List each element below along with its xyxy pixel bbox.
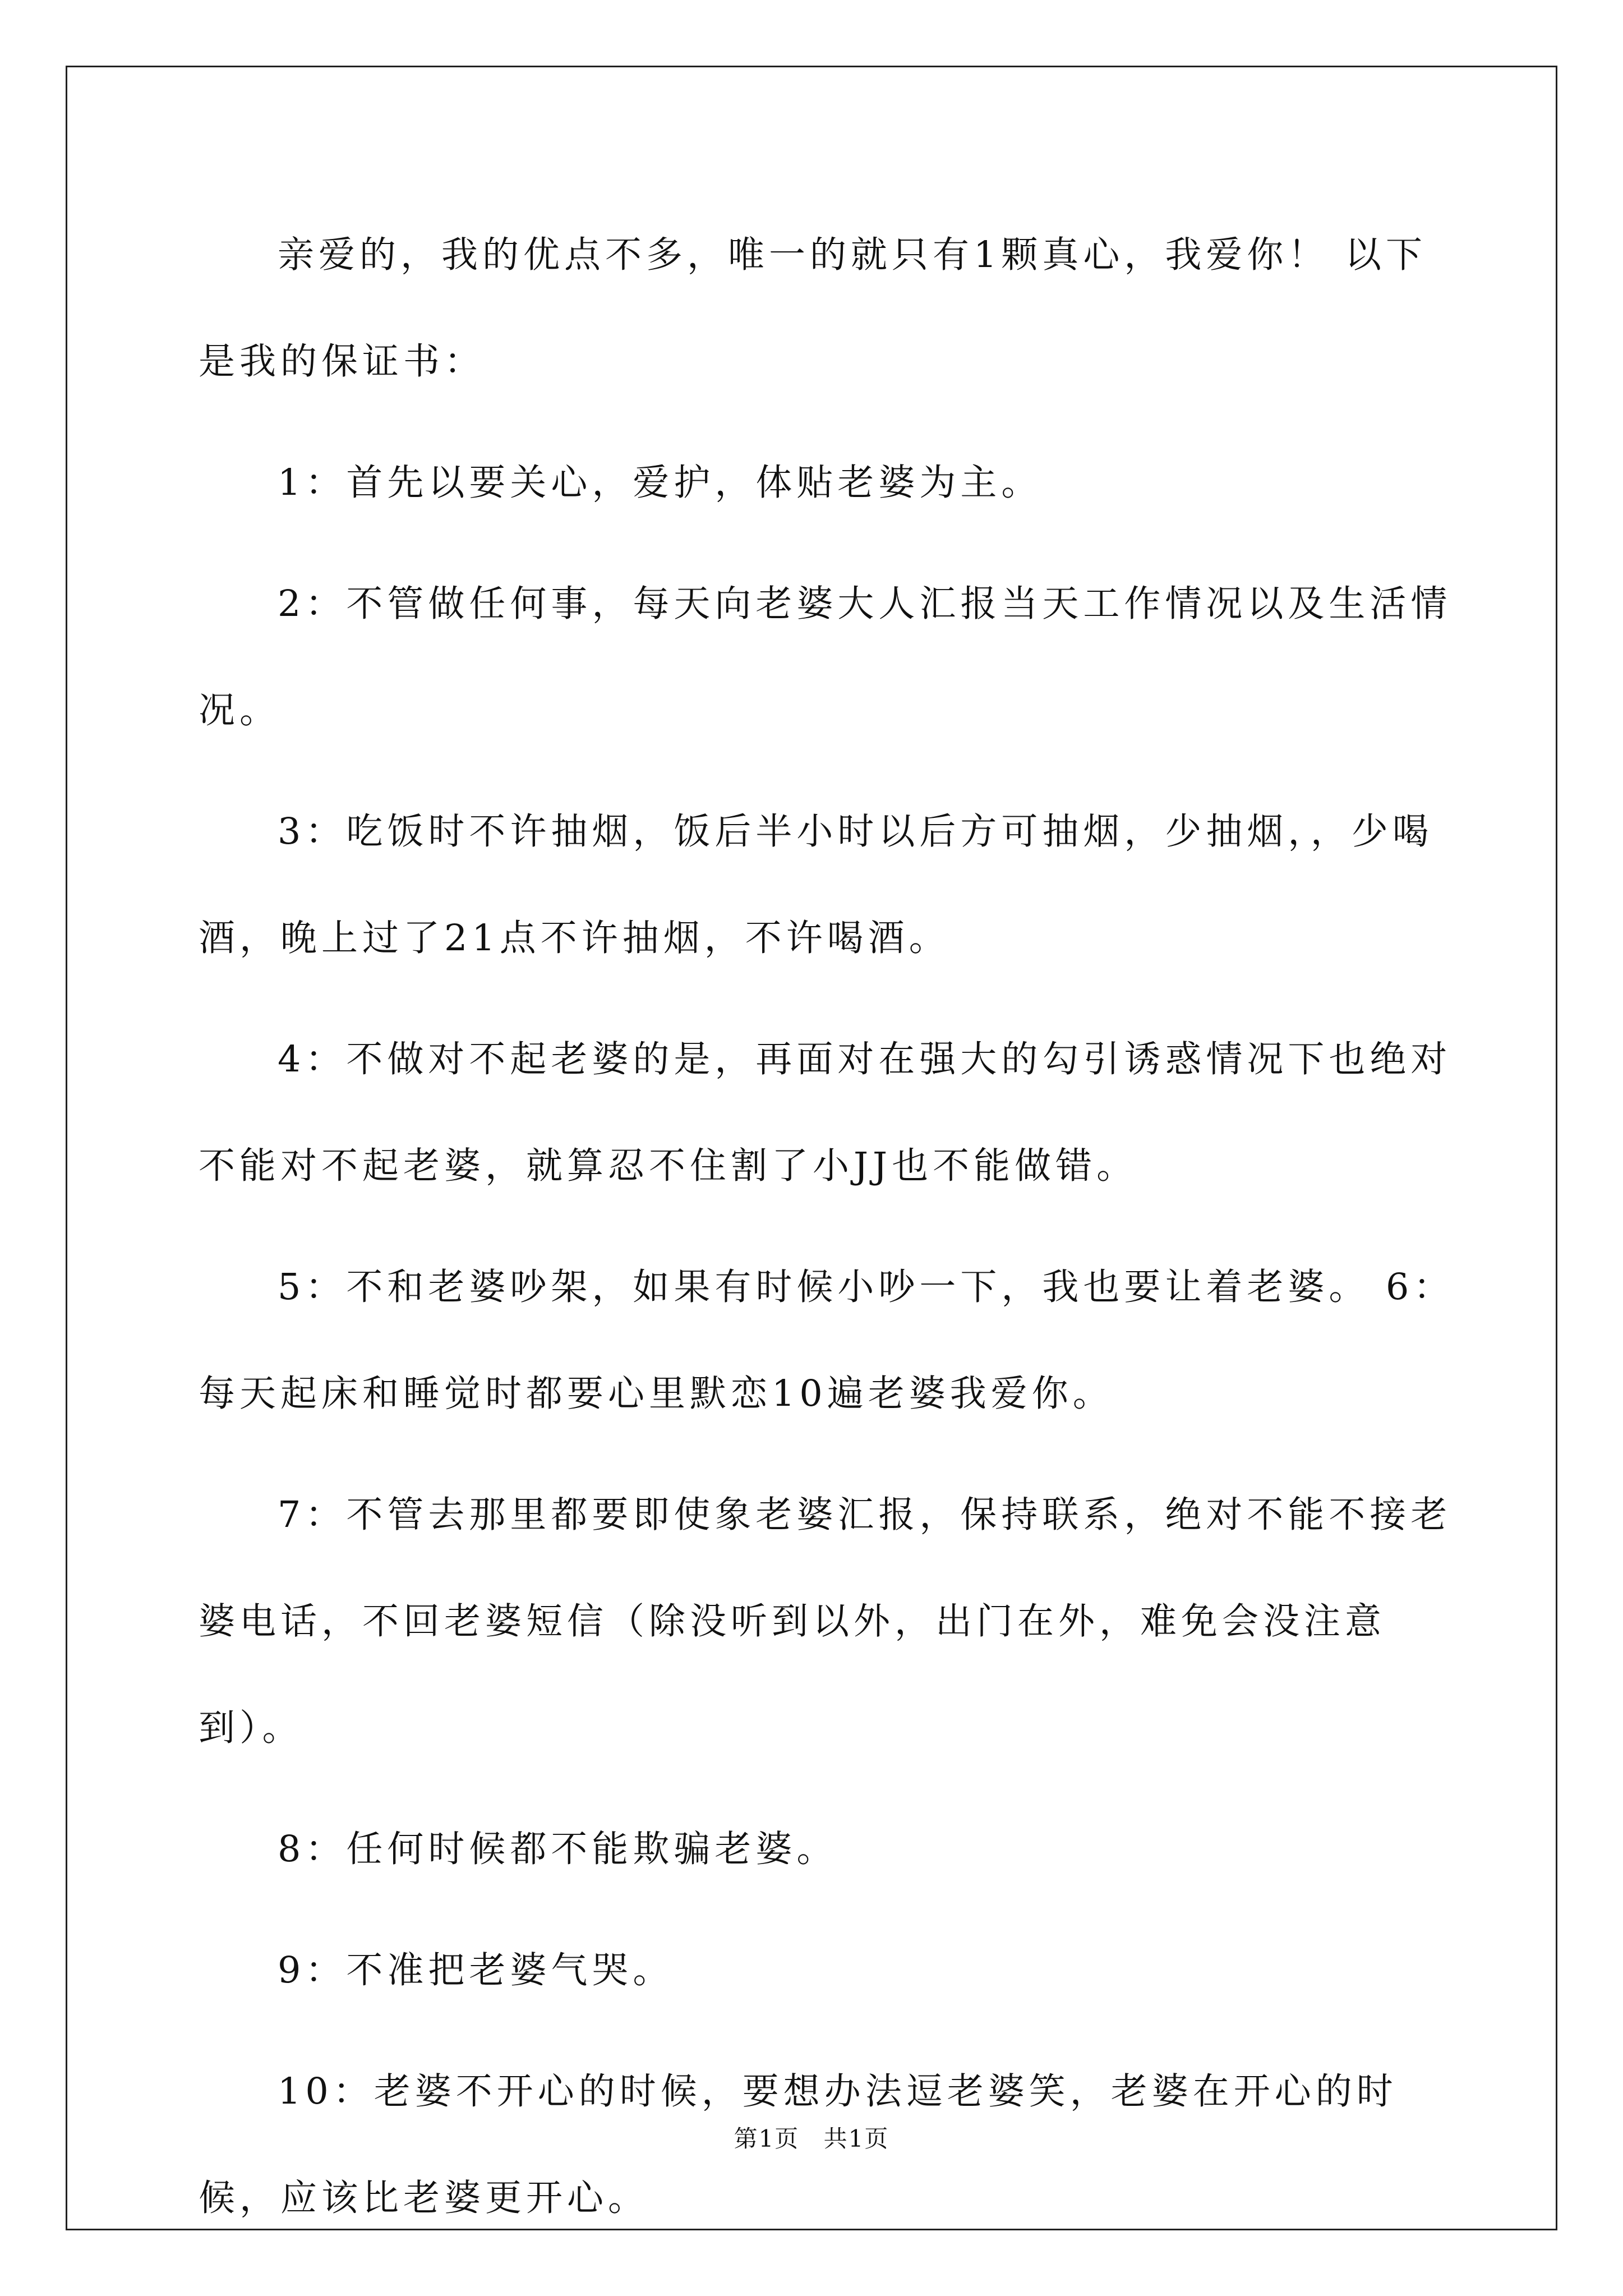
page-footer: [0, 2120, 1623, 2154]
paragraph-item-5-6: 5：不和老婆吵架，如果有时候小吵一下，我也要让着老婆。 6：每天起床和睡觉时都要心里默恋10遍老婆我爱你。: [199, 1266, 1455, 1415]
paragraph-item-7: 7：不管去那里都要即使象老婆汇报，保持联系，绝对不能不接老婆电话，不回老婆短信（除没听到以外，出门在外，难免会没注意到）。: [199, 1494, 1452, 1749]
paragraph-item-1: 1：首先以要关心，爱护，体贴老婆为主。: [278, 462, 1043, 504]
document-body: [199, 202, 1463, 2252]
paragraph-item-9: 9：不准把老婆气哭。: [278, 1949, 674, 1991]
page-total: 共1页: [823, 2125, 889, 2152]
paragraph-item-3: 3：吃饭时不许抽烟，饭后半小时以后方可抽烟，少抽烟，，少喝酒，晚上过了21点不许抽烟，不许喝酒。: [199, 811, 1433, 959]
paragraph-item-2: 2：不管做任何事，每天向老婆大人汇报当天工作情况以及生活情况。: [199, 583, 1452, 731]
paragraph-item-10: 10：老婆不开心的时候，要想办法逗老婆笑，老婆在开心的时候，应该比老婆更开心。: [199, 2070, 1398, 2219]
page-number: 第1页: [734, 2125, 800, 2152]
paragraph-intro: 亲爱的，我的优点不多，唯一的就只有1颗真心，我爱你！ 以下是我的保证书：: [199, 234, 1427, 383]
paragraph-item-4: 4：不做对不起老婆的是，再面对在强大的勾引诱惑情况下也绝对不能对不起老婆，就算忍不住割了小JJ也不能做错。: [199, 1038, 1452, 1187]
paragraph-item-8: 8：任何时候都不能欺骗老婆。: [278, 1828, 838, 1870]
